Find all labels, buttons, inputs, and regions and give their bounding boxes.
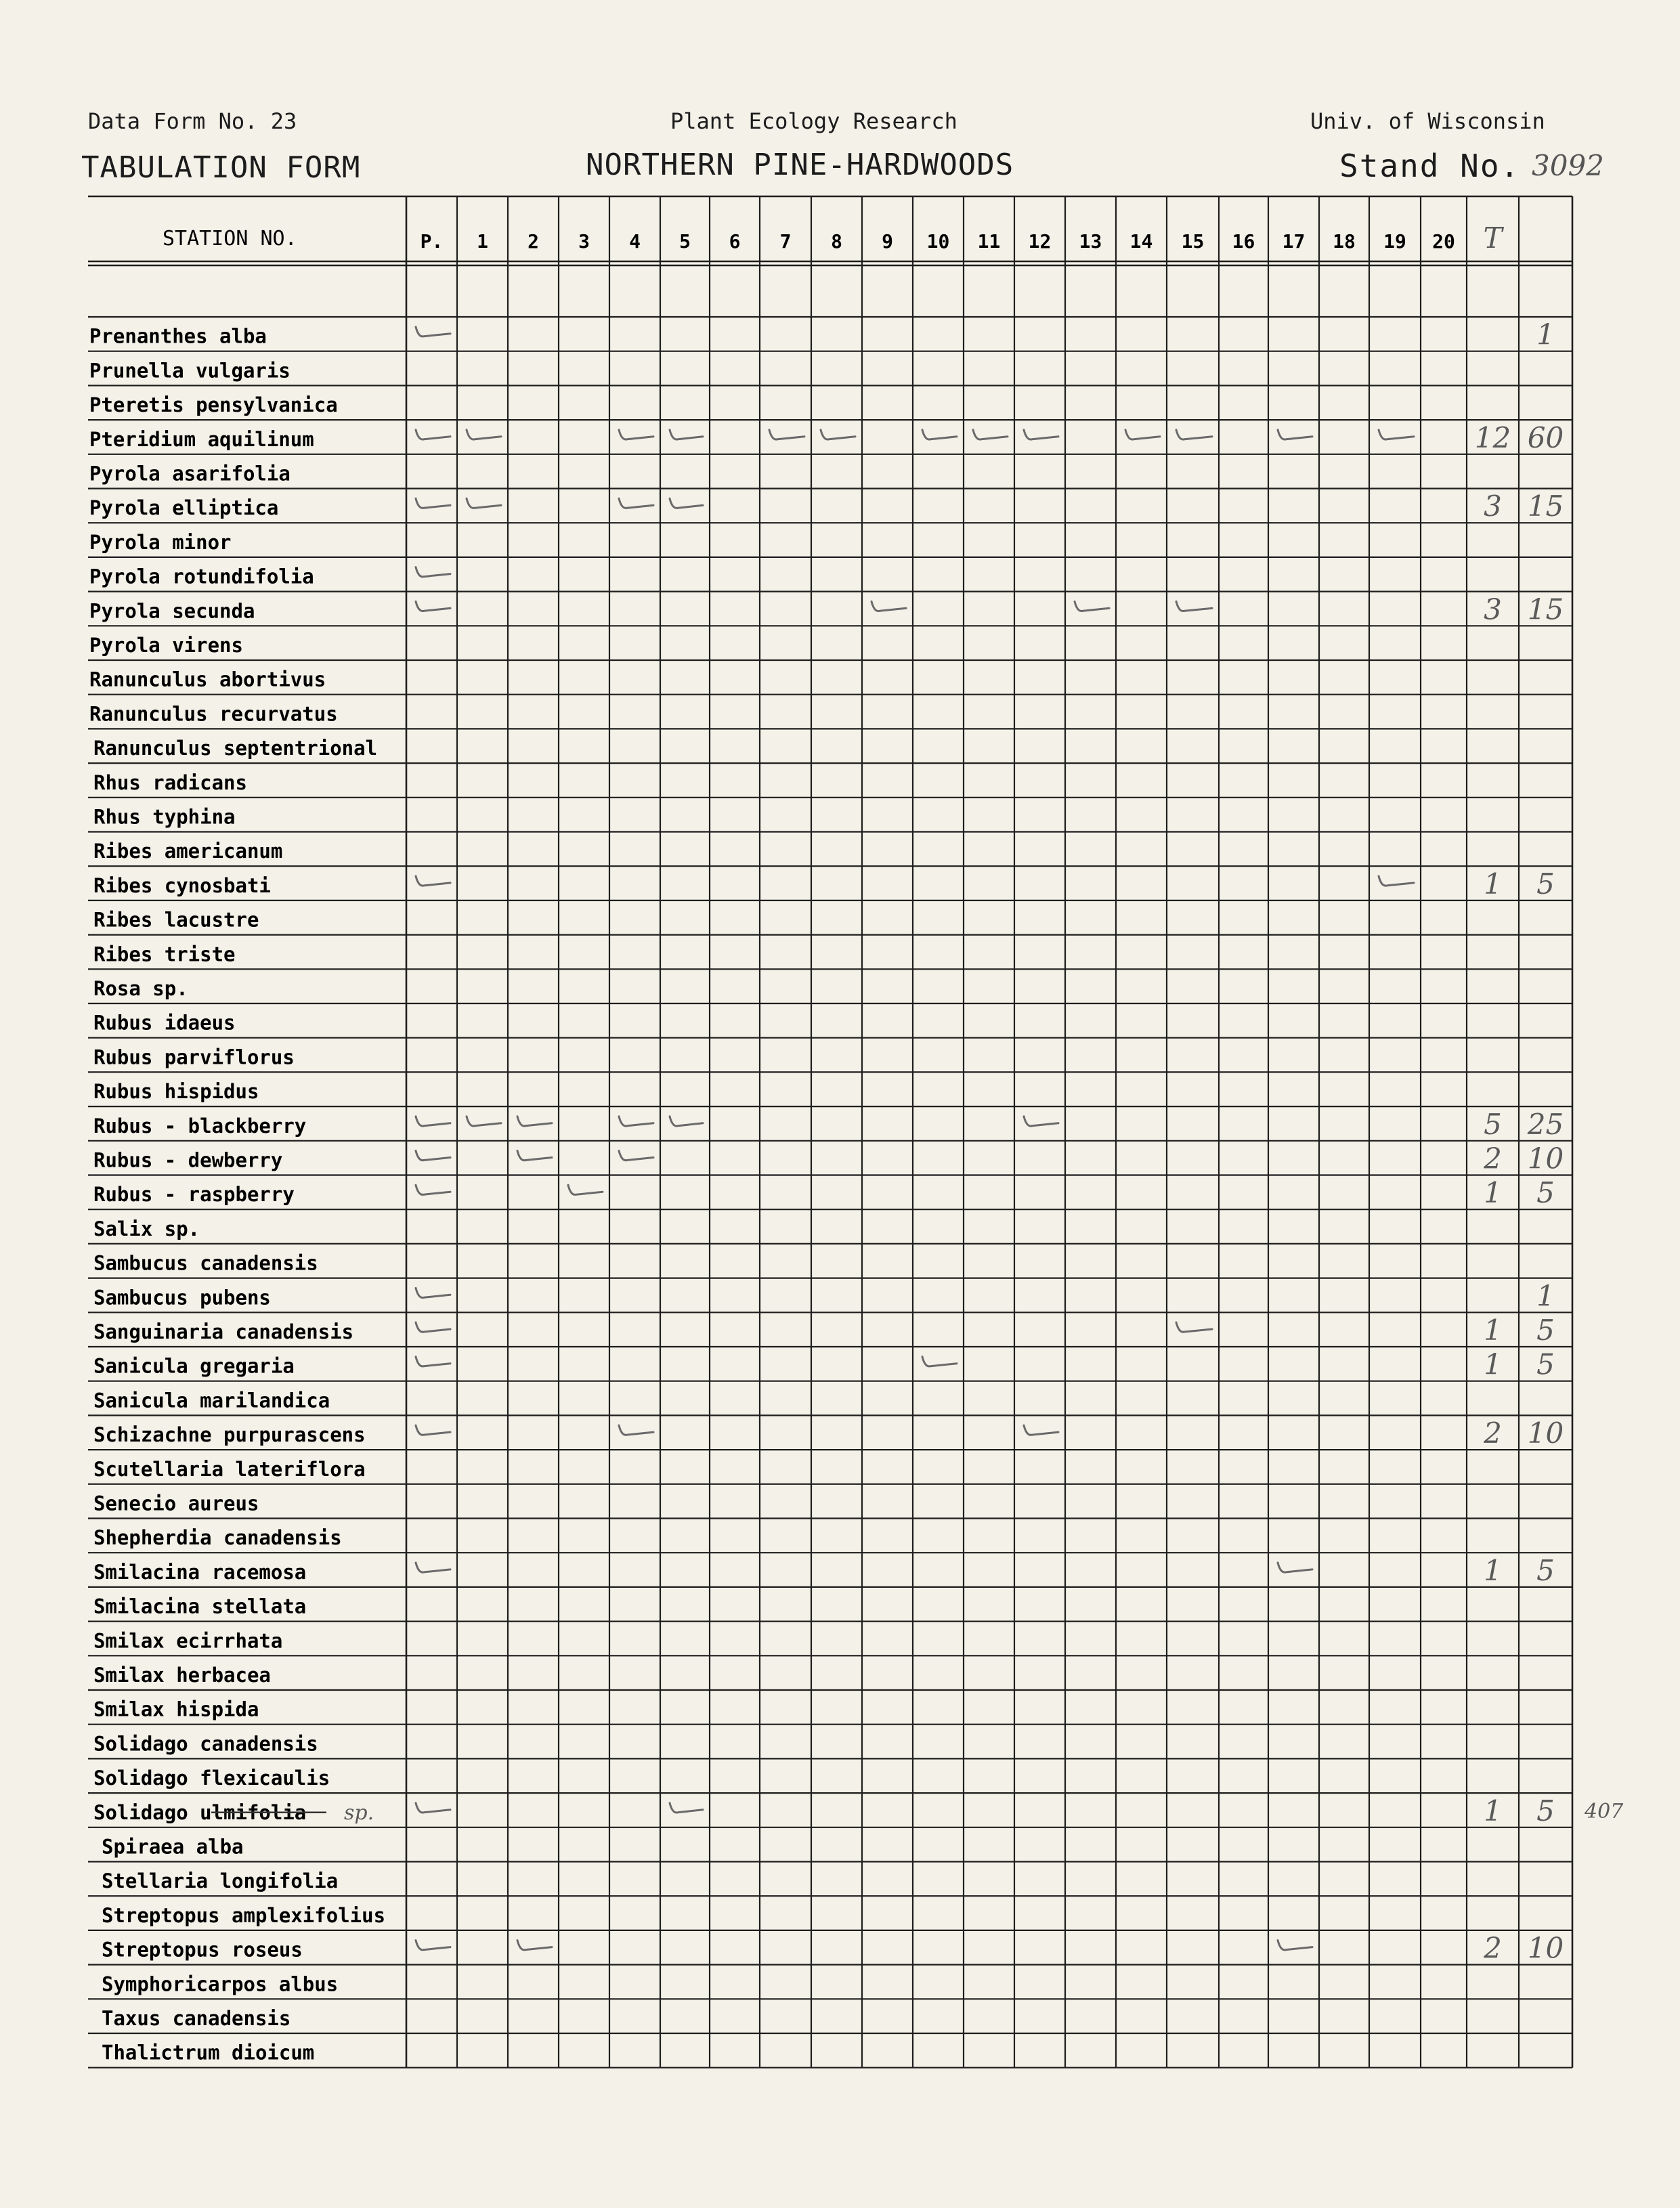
species-name: Rhus radicans (93, 771, 247, 794)
check-mark (1176, 601, 1212, 611)
check-mark (416, 498, 450, 508)
check-mark (619, 498, 653, 508)
species-name: Sanicula marilandica (93, 1389, 330, 1412)
row-frequency: 5 (1536, 867, 1555, 901)
row-frequency: 10 (1527, 1416, 1564, 1450)
species-name: Rhus typhina (93, 805, 236, 829)
check-mark (416, 1151, 450, 1161)
check-mark (467, 1117, 501, 1126)
species-name: Ranunculus abortivus (89, 668, 326, 691)
species-name: Rubus idaeus (93, 1011, 236, 1035)
column-header-10: 10 (926, 230, 950, 253)
column-header-1: 1 (477, 230, 488, 253)
column-header-14: 14 (1129, 230, 1153, 253)
species-name: Pyrola asarifolia (89, 462, 290, 485)
check-mark (416, 876, 450, 886)
species-name: Spiraea alba (102, 1835, 244, 1859)
check-mark (467, 498, 501, 508)
check-mark (821, 430, 855, 439)
species-name: Symphoricarpos albus (102, 1972, 339, 1996)
species-name: Solidago ulmifolia (93, 1800, 307, 1824)
species-name: Taxus canadensis (102, 2007, 291, 2030)
species-name: Sanicula gregaria (93, 1354, 295, 1378)
community-title: NORTHERN PINE-HARDWOODS (586, 148, 1014, 182)
check-mark (416, 1425, 450, 1435)
species-name: Smilax hispida (93, 1697, 259, 1721)
column-header-20: 20 (1432, 230, 1455, 253)
form-title: TABULATION FORM (81, 150, 361, 185)
check-mark (416, 1357, 450, 1366)
species-name: Ribes lacustre (93, 908, 259, 932)
species-name: Rubus parviflorus (93, 1045, 295, 1069)
check-mark (670, 430, 703, 439)
check-mark (416, 430, 450, 439)
species-name: Prenanthes alba (89, 324, 267, 348)
species-name: Ribes americanum (93, 840, 283, 863)
check-mark (467, 430, 501, 439)
species-name: Ribes cynosbati (93, 873, 271, 897)
institution-name: Univ. of Wisconsin (1310, 108, 1545, 134)
column-header-8: 8 (831, 230, 842, 253)
species-name: Pteridium aquilinum (89, 427, 314, 451)
species-name: Streptopus roseus (102, 1938, 303, 1962)
form-number: Data Form No. 23 (88, 108, 297, 134)
check-mark (416, 567, 450, 577)
row-frequency: 1 (1536, 1279, 1555, 1313)
row-frequency: 60 (1527, 420, 1564, 454)
check-mark (1024, 1117, 1058, 1126)
row-frequency: 5 (1536, 1314, 1555, 1347)
column-header-13: 13 (1079, 230, 1102, 253)
species-name: Ribes triste (93, 943, 236, 966)
species-name: Smilacina stellata (93, 1595, 307, 1618)
check-mark (670, 1117, 703, 1126)
column-header-4: 4 (629, 230, 641, 253)
species-name: Pyrola elliptica (89, 496, 279, 520)
row-total: 1 (1484, 1553, 1502, 1587)
check-mark (670, 498, 703, 508)
species-name: Ranunculus recurvatus (89, 702, 338, 726)
column-header-17: 17 (1282, 230, 1306, 253)
row-total: 1 (1484, 1794, 1502, 1827)
species-name: Sanguinaria canadensis (93, 1320, 354, 1343)
species-name: Schizachne purpurascens (93, 1423, 366, 1447)
column-header-18: 18 (1333, 230, 1356, 253)
check-mark (922, 1357, 957, 1366)
stand-number-handwritten: 3092 (1532, 149, 1604, 182)
check-mark (1278, 1941, 1312, 1950)
species-name: Shepherdia canadensis (93, 1526, 342, 1550)
check-mark (1278, 430, 1312, 439)
column-header-15: 15 (1181, 230, 1205, 253)
stand-label: Stand No. (1339, 148, 1521, 184)
row-total: 2 (1484, 1931, 1502, 1965)
check-mark (871, 601, 906, 611)
check-mark (1278, 1563, 1312, 1572)
row-total: 12 (1474, 420, 1511, 454)
check-mark (517, 1117, 552, 1126)
check-mark (517, 1941, 552, 1950)
column-header-11: 11 (977, 230, 1001, 253)
species-name: Rubus - blackberry (93, 1114, 307, 1138)
column-header-P.: P. (420, 230, 444, 253)
check-mark (670, 1803, 703, 1813)
row-frequency: 5 (1536, 1176, 1555, 1210)
check-mark (619, 1117, 653, 1126)
column-header-6: 6 (729, 230, 741, 253)
species-name: Solidago canadensis (93, 1732, 318, 1756)
column-header-5: 5 (679, 230, 691, 253)
row-total: 1 (1484, 1347, 1502, 1381)
species-name: Ranunculus septentrional (93, 737, 378, 760)
row-total: 1 (1484, 1176, 1502, 1210)
row-total: 3 (1484, 490, 1502, 523)
species-name: Scutellaria lateriflora (93, 1457, 366, 1481)
species-name: Sambucus canadensis (93, 1251, 318, 1275)
species-name: Smilax herbacea (93, 1664, 271, 1687)
check-mark (1024, 1425, 1058, 1435)
row-frequency: 15 (1527, 490, 1564, 523)
species-name: Streptopus amplexifolius (102, 1903, 386, 1927)
species-name: Sambucus pubens (93, 1286, 271, 1309)
row-frequency: 5 (1536, 1553, 1555, 1587)
species-annotation: sp. (344, 1800, 374, 1825)
check-mark (416, 1117, 450, 1126)
check-mark (416, 1803, 450, 1813)
check-mark (416, 1185, 450, 1194)
column-header-7: 7 (779, 230, 792, 253)
check-mark (416, 601, 450, 611)
row-total: 3 (1484, 592, 1502, 626)
species-name: Thalictrum dioicum (102, 2041, 315, 2064)
species-name: Stellaria longifolia (102, 1869, 339, 1893)
column-header-9: 9 (882, 230, 893, 253)
row-total: 1 (1484, 867, 1502, 901)
row-frequency: 5 (1536, 1347, 1555, 1381)
column-header-2: 2 (527, 230, 539, 253)
check-mark (973, 430, 1008, 439)
species-name: Pteretis pensylvanica (89, 393, 338, 417)
check-mark (1024, 430, 1058, 439)
column-header-19: 19 (1383, 230, 1406, 253)
check-mark (1125, 430, 1160, 439)
column-header-3: 3 (578, 230, 590, 253)
species-name: Smilax ecirrhata (93, 1629, 283, 1653)
check-mark (1176, 1322, 1212, 1332)
check-mark (416, 1288, 450, 1297)
row-total: 2 (1484, 1416, 1502, 1450)
species-name: Senecio aureus (93, 1492, 259, 1515)
species-name: Pyrola minor (89, 530, 232, 554)
species-name: Rubus - raspberry (93, 1183, 295, 1207)
check-mark (416, 327, 450, 337)
species-name: Pyrola virens (89, 634, 243, 657)
row-frequency: 25 (1527, 1107, 1564, 1141)
check-mark (1176, 430, 1212, 439)
check-mark (416, 1322, 450, 1332)
check-mark (769, 430, 804, 439)
species-name: Salix sp. (93, 1217, 200, 1240)
program-name: Plant Ecology Research (670, 108, 957, 134)
check-mark (416, 1941, 450, 1950)
row-total: 2 (1484, 1142, 1502, 1175)
row-total: 5 (1484, 1107, 1502, 1141)
column-header-16: 16 (1232, 230, 1255, 253)
check-mark (922, 430, 957, 439)
check-mark (1379, 430, 1414, 439)
margin-note: 407 (1585, 1799, 1624, 1823)
check-mark (1379, 876, 1414, 886)
row-frequency: 15 (1527, 592, 1564, 626)
species-name: Rubus hispidus (93, 1080, 259, 1104)
check-mark (619, 1151, 653, 1161)
species-name: Smilacina racemosa (93, 1560, 307, 1584)
species-name: Rubus - dewberry (93, 1148, 283, 1172)
species-name: Rosa sp. (93, 977, 188, 1000)
row-frequency: 5 (1536, 1794, 1555, 1827)
check-mark (619, 430, 653, 439)
column-header-12: 12 (1028, 230, 1052, 253)
species-name: Pyrola rotundifolia (89, 565, 314, 588)
species-name: Prunella vulgaris (89, 359, 290, 383)
check-mark (1075, 601, 1109, 611)
column-header-T: T (1483, 221, 1503, 255)
check-mark (619, 1425, 653, 1435)
check-mark (517, 1151, 552, 1161)
check-mark (416, 1563, 450, 1572)
station-no-header: STATION NO. (163, 227, 297, 251)
species-name: Pyrola secunda (89, 599, 255, 623)
species-name: Solidago flexicaulis (93, 1767, 330, 1790)
row-frequency: 10 (1527, 1931, 1564, 1965)
row-total: 1 (1484, 1314, 1502, 1347)
check-mark (568, 1185, 603, 1194)
row-frequency: 1 (1536, 318, 1555, 351)
row-frequency: 10 (1527, 1142, 1564, 1175)
